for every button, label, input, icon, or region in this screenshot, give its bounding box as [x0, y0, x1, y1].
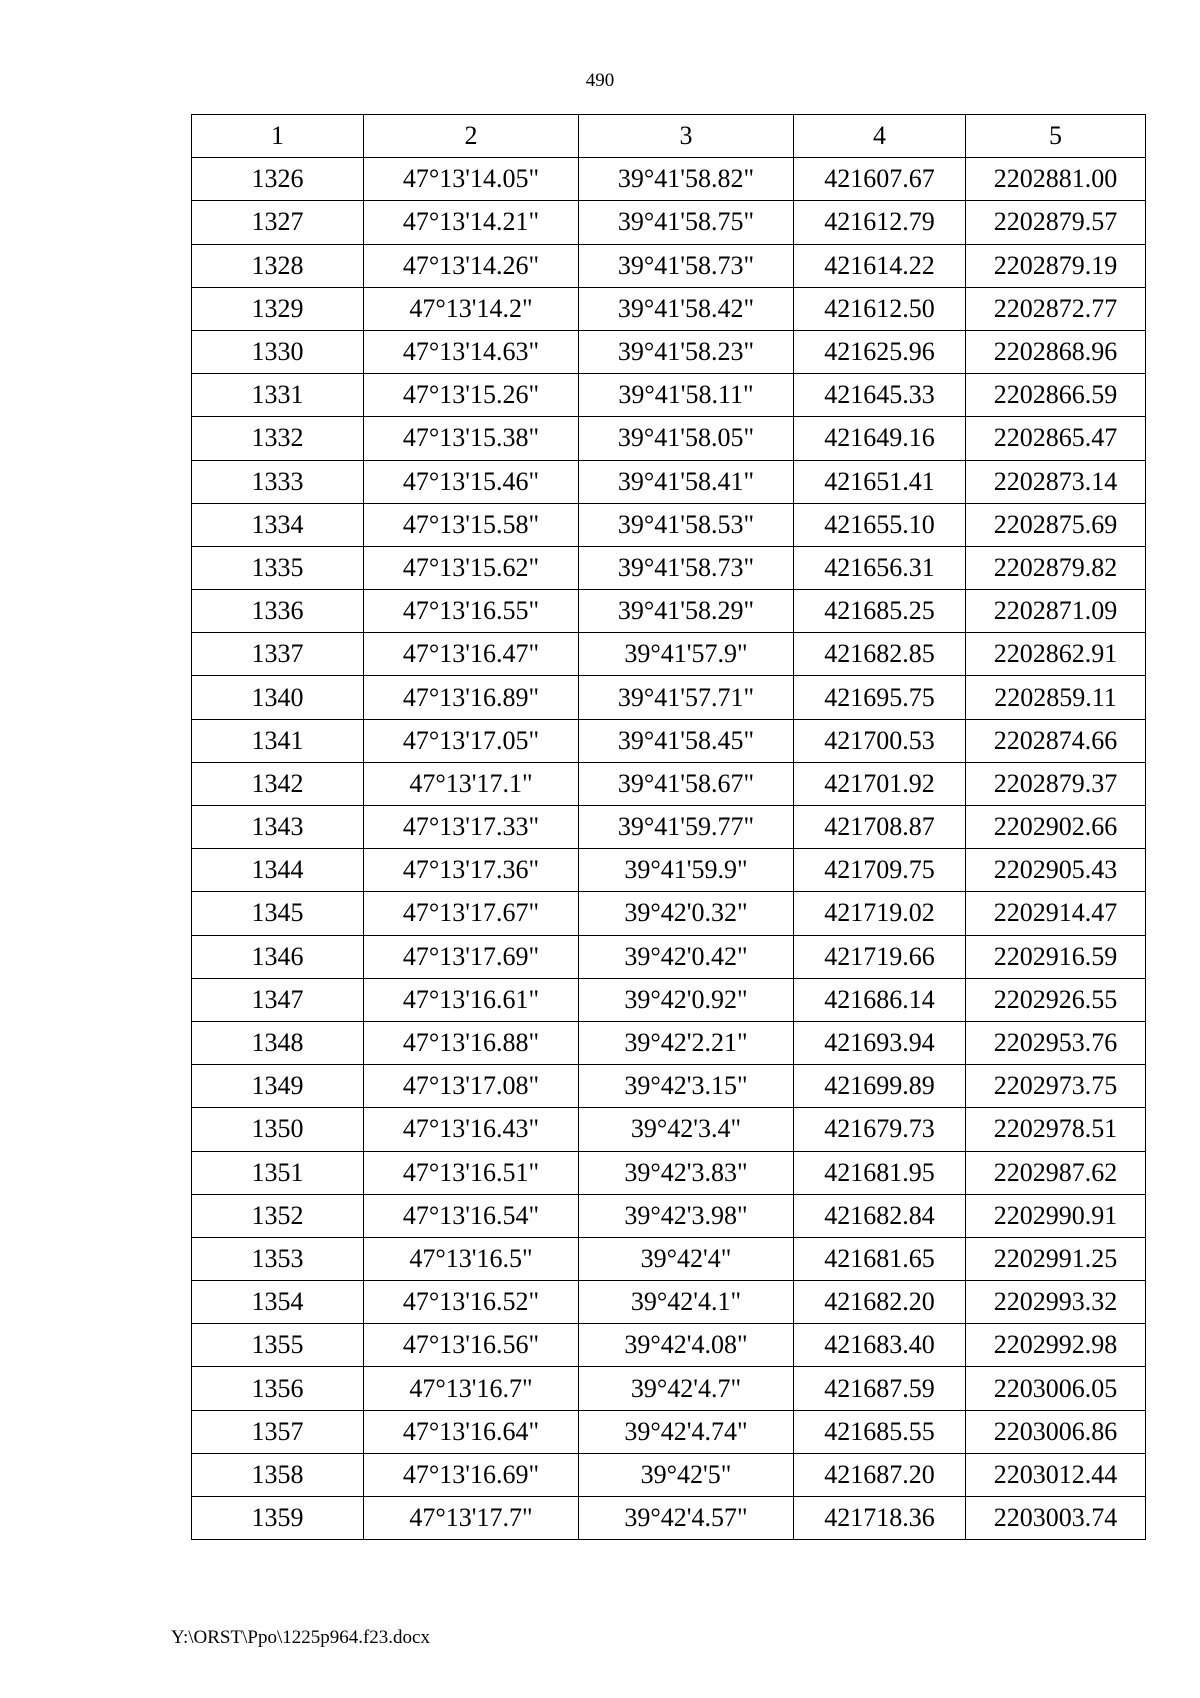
- latitude-cell: 47°13'16.88": [364, 1021, 579, 1064]
- y-coordinate-cell: 2202879.19: [966, 244, 1146, 287]
- table-row: [192, 201, 1146, 244]
- point-number-cell: 1330: [192, 330, 364, 373]
- longitude-cell: 39°41'58.73": [579, 244, 794, 287]
- point-number-cell: 1336: [192, 590, 364, 633]
- latitude-cell: 47°13'16.43": [364, 1108, 579, 1151]
- longitude-cell: 39°41'58.11": [579, 374, 794, 417]
- longitude-cell: 39°42'4.74": [579, 1410, 794, 1453]
- latitude-cell: 47°13'15.38": [364, 417, 579, 460]
- point-number-cell: 1335: [192, 546, 364, 589]
- table-row: [192, 1367, 1146, 1410]
- table-row: [192, 1151, 1146, 1194]
- latitude-cell: 47°13'16.61": [364, 978, 579, 1021]
- x-coordinate-cell: 421718.36: [794, 1497, 966, 1540]
- y-coordinate-cell: 2202879.82: [966, 546, 1146, 589]
- longitude-cell: 39°41'57.9": [579, 633, 794, 676]
- y-coordinate-cell: 2202953.76: [966, 1021, 1146, 1064]
- x-coordinate-cell: 421681.65: [794, 1237, 966, 1280]
- y-coordinate-cell: 2203006.05: [966, 1367, 1146, 1410]
- table-row: [192, 1497, 1146, 1540]
- latitude-cell: 47°13'14.2": [364, 287, 579, 330]
- y-coordinate-cell: 2202874.66: [966, 719, 1146, 762]
- latitude-cell: 47°13'16.69": [364, 1453, 579, 1496]
- table-row: [192, 417, 1146, 460]
- y-coordinate-cell: 2203006.86: [966, 1410, 1146, 1453]
- x-coordinate-cell: 421701.92: [794, 762, 966, 805]
- table-row: [192, 330, 1146, 373]
- table-row: [192, 1194, 1146, 1237]
- point-number-cell: 1327: [192, 201, 364, 244]
- table-row: [192, 762, 1146, 805]
- longitude-cell: 39°42'3.98": [579, 1194, 794, 1237]
- point-number-cell: 1340: [192, 676, 364, 719]
- table-header-row: [192, 115, 1146, 158]
- longitude-cell: 39°41'58.53": [579, 503, 794, 546]
- longitude-cell: 39°41'58.41": [579, 460, 794, 503]
- point-number-cell: 1356: [192, 1367, 364, 1410]
- x-coordinate-cell: 421645.33: [794, 374, 966, 417]
- point-number-cell: 1354: [192, 1281, 364, 1324]
- y-coordinate-cell: 2202926.55: [966, 978, 1146, 1021]
- latitude-cell: 47°13'16.52": [364, 1281, 579, 1324]
- latitude-cell: 47°13'16.54": [364, 1194, 579, 1237]
- latitude-cell: 47°13'15.58": [364, 503, 579, 546]
- latitude-cell: 47°13'17.33": [364, 806, 579, 849]
- point-number-cell: 1357: [192, 1410, 364, 1453]
- latitude-cell: 47°13'17.7": [364, 1497, 579, 1540]
- point-number-cell: 1343: [192, 806, 364, 849]
- latitude-cell: 47°13'16.55": [364, 590, 579, 633]
- longitude-cell: 39°42'0.32": [579, 892, 794, 935]
- x-coordinate-cell: 421683.40: [794, 1324, 966, 1367]
- point-number-cell: 1349: [192, 1065, 364, 1108]
- y-coordinate-cell: 2202902.66: [966, 806, 1146, 849]
- x-coordinate-cell: 421625.96: [794, 330, 966, 373]
- column-header: 1: [192, 115, 364, 158]
- footer-file-path: Y:\ORST\Ppo\1225p964.f23.docx: [171, 1627, 430, 1648]
- coordinates-table: [191, 114, 1146, 1540]
- point-number-cell: 1334: [192, 503, 364, 546]
- table-row: [192, 244, 1146, 287]
- point-number-cell: 1329: [192, 287, 364, 330]
- longitude-cell: 39°41'58.05": [579, 417, 794, 460]
- longitude-cell: 39°41'59.77": [579, 806, 794, 849]
- x-coordinate-cell: 421649.16: [794, 417, 966, 460]
- x-coordinate-cell: 421687.59: [794, 1367, 966, 1410]
- table-row: [192, 158, 1146, 201]
- y-coordinate-cell: 2202990.91: [966, 1194, 1146, 1237]
- point-number-cell: 1352: [192, 1194, 364, 1237]
- point-number-cell: 1347: [192, 978, 364, 1021]
- y-coordinate-cell: 2202914.47: [966, 892, 1146, 935]
- latitude-cell: 47°13'14.21": [364, 201, 579, 244]
- table-row: [192, 1453, 1146, 1496]
- point-number-cell: 1342: [192, 762, 364, 805]
- longitude-cell: 39°41'59.9": [579, 849, 794, 892]
- longitude-cell: 39°42'4.08": [579, 1324, 794, 1367]
- longitude-cell: 39°41'58.67": [579, 762, 794, 805]
- page-number: 490: [585, 70, 615, 91]
- x-coordinate-cell: 421686.14: [794, 978, 966, 1021]
- longitude-cell: 39°42'3.15": [579, 1065, 794, 1108]
- x-coordinate-cell: 421693.94: [794, 1021, 966, 1064]
- latitude-cell: 47°13'17.69": [364, 935, 579, 978]
- y-coordinate-cell: 2202865.47: [966, 417, 1146, 460]
- y-coordinate-cell: 2202859.11: [966, 676, 1146, 719]
- column-header: 3: [579, 115, 794, 158]
- longitude-cell: 39°42'2.21": [579, 1021, 794, 1064]
- x-coordinate-cell: 421708.87: [794, 806, 966, 849]
- table-row: [192, 1021, 1146, 1064]
- y-coordinate-cell: 2202862.91: [966, 633, 1146, 676]
- point-number-cell: 1333: [192, 460, 364, 503]
- table-row: [192, 1237, 1146, 1280]
- latitude-cell: 47°13'17.67": [364, 892, 579, 935]
- longitude-cell: 39°42'5": [579, 1453, 794, 1496]
- latitude-cell: 47°13'17.08": [364, 1065, 579, 1108]
- y-coordinate-cell: 2202987.62: [966, 1151, 1146, 1194]
- longitude-cell: 39°41'58.29": [579, 590, 794, 633]
- latitude-cell: 47°13'16.47": [364, 633, 579, 676]
- y-coordinate-cell: 2202973.75: [966, 1065, 1146, 1108]
- y-coordinate-cell: 2202916.59: [966, 935, 1146, 978]
- table-row: [192, 1281, 1146, 1324]
- latitude-cell: 47°13'15.26": [364, 374, 579, 417]
- longitude-cell: 39°42'4": [579, 1237, 794, 1280]
- point-number-cell: 1359: [192, 1497, 364, 1540]
- x-coordinate-cell: 421651.41: [794, 460, 966, 503]
- point-number-cell: 1350: [192, 1108, 364, 1151]
- table-row: [192, 1324, 1146, 1367]
- latitude-cell: 47°13'16.7": [364, 1367, 579, 1410]
- y-coordinate-cell: 2202873.14: [966, 460, 1146, 503]
- x-coordinate-cell: 421719.66: [794, 935, 966, 978]
- table-row: [192, 460, 1146, 503]
- longitude-cell: 39°42'0.42": [579, 935, 794, 978]
- column-header: 4: [794, 115, 966, 158]
- column-header: 5: [966, 115, 1146, 158]
- table-row: [192, 849, 1146, 892]
- x-coordinate-cell: 421719.02: [794, 892, 966, 935]
- point-number-cell: 1337: [192, 633, 364, 676]
- point-number-cell: 1351: [192, 1151, 364, 1194]
- latitude-cell: 47°13'16.51": [364, 1151, 579, 1194]
- point-number-cell: 1346: [192, 935, 364, 978]
- point-number-cell: 1353: [192, 1237, 364, 1280]
- x-coordinate-cell: 421695.75: [794, 676, 966, 719]
- x-coordinate-cell: 421655.10: [794, 503, 966, 546]
- y-coordinate-cell: 2202879.37: [966, 762, 1146, 805]
- point-number-cell: 1326: [192, 158, 364, 201]
- table-row: [192, 1410, 1146, 1453]
- longitude-cell: 39°41'58.42": [579, 287, 794, 330]
- table-row: [192, 1108, 1146, 1151]
- point-number-cell: 1358: [192, 1453, 364, 1496]
- table-body: [192, 158, 1146, 1540]
- y-coordinate-cell: 2202872.77: [966, 287, 1146, 330]
- y-coordinate-cell: 2202992.98: [966, 1324, 1146, 1367]
- longitude-cell: 39°42'4.7": [579, 1367, 794, 1410]
- longitude-cell: 39°42'4.57": [579, 1497, 794, 1540]
- y-coordinate-cell: 2202881.00: [966, 158, 1146, 201]
- y-coordinate-cell: 2202868.96: [966, 330, 1146, 373]
- x-coordinate-cell: 421612.50: [794, 287, 966, 330]
- longitude-cell: 39°41'57.71": [579, 676, 794, 719]
- x-coordinate-cell: 421612.79: [794, 201, 966, 244]
- longitude-cell: 39°41'58.75": [579, 201, 794, 244]
- y-coordinate-cell: 2202993.32: [966, 1281, 1146, 1324]
- latitude-cell: 47°13'15.62": [364, 546, 579, 589]
- latitude-cell: 47°13'16.64": [364, 1410, 579, 1453]
- latitude-cell: 47°13'16.89": [364, 676, 579, 719]
- longitude-cell: 39°41'58.45": [579, 719, 794, 762]
- column-header: 2: [364, 115, 579, 158]
- x-coordinate-cell: 421685.25: [794, 590, 966, 633]
- latitude-cell: 47°13'17.1": [364, 762, 579, 805]
- latitude-cell: 47°13'17.36": [364, 849, 579, 892]
- table-row: [192, 935, 1146, 978]
- table-row: [192, 676, 1146, 719]
- y-coordinate-cell: 2202905.43: [966, 849, 1146, 892]
- point-number-cell: 1332: [192, 417, 364, 460]
- table-row: [192, 590, 1146, 633]
- y-coordinate-cell: 2203003.74: [966, 1497, 1146, 1540]
- x-coordinate-cell: 421699.89: [794, 1065, 966, 1108]
- y-coordinate-cell: 2203012.44: [966, 1453, 1146, 1496]
- longitude-cell: 39°42'3.4": [579, 1108, 794, 1151]
- table-row: [192, 1065, 1146, 1108]
- point-number-cell: 1328: [192, 244, 364, 287]
- point-number-cell: 1355: [192, 1324, 364, 1367]
- table-row: [192, 546, 1146, 589]
- point-number-cell: 1344: [192, 849, 364, 892]
- x-coordinate-cell: 421656.31: [794, 546, 966, 589]
- latitude-cell: 47°13'14.26": [364, 244, 579, 287]
- table-row: [192, 287, 1146, 330]
- y-coordinate-cell: 2202879.57: [966, 201, 1146, 244]
- point-number-cell: 1331: [192, 374, 364, 417]
- latitude-cell: 47°13'16.56": [364, 1324, 579, 1367]
- longitude-cell: 39°42'3.83": [579, 1151, 794, 1194]
- x-coordinate-cell: 421700.53: [794, 719, 966, 762]
- x-coordinate-cell: 421607.67: [794, 158, 966, 201]
- y-coordinate-cell: 2202871.09: [966, 590, 1146, 633]
- x-coordinate-cell: 421682.20: [794, 1281, 966, 1324]
- point-number-cell: 1345: [192, 892, 364, 935]
- x-coordinate-cell: 421709.75: [794, 849, 966, 892]
- longitude-cell: 39°42'4.1": [579, 1281, 794, 1324]
- latitude-cell: 47°13'16.5": [364, 1237, 579, 1280]
- x-coordinate-cell: 421685.55: [794, 1410, 966, 1453]
- longitude-cell: 39°41'58.23": [579, 330, 794, 373]
- y-coordinate-cell: 2202991.25: [966, 1237, 1146, 1280]
- longitude-cell: 39°42'0.92": [579, 978, 794, 1021]
- table-row: [192, 892, 1146, 935]
- table-row: [192, 374, 1146, 417]
- x-coordinate-cell: 421679.73: [794, 1108, 966, 1151]
- table-row: [192, 719, 1146, 762]
- y-coordinate-cell: 2202875.69: [966, 503, 1146, 546]
- table-row: [192, 633, 1146, 676]
- y-coordinate-cell: 2202978.51: [966, 1108, 1146, 1151]
- table-row: [192, 806, 1146, 849]
- x-coordinate-cell: 421682.84: [794, 1194, 966, 1237]
- longitude-cell: 39°41'58.82": [579, 158, 794, 201]
- point-number-cell: 1348: [192, 1021, 364, 1064]
- x-coordinate-cell: 421687.20: [794, 1453, 966, 1496]
- table-row: [192, 978, 1146, 1021]
- x-coordinate-cell: 421681.95: [794, 1151, 966, 1194]
- latitude-cell: 47°13'15.46": [364, 460, 579, 503]
- x-coordinate-cell: 421614.22: [794, 244, 966, 287]
- longitude-cell: 39°41'58.73": [579, 546, 794, 589]
- latitude-cell: 47°13'17.05": [364, 719, 579, 762]
- point-number-cell: 1341: [192, 719, 364, 762]
- latitude-cell: 47°13'14.05": [364, 158, 579, 201]
- latitude-cell: 47°13'14.63": [364, 330, 579, 373]
- y-coordinate-cell: 2202866.59: [966, 374, 1146, 417]
- table-row: [192, 503, 1146, 546]
- x-coordinate-cell: 421682.85: [794, 633, 966, 676]
